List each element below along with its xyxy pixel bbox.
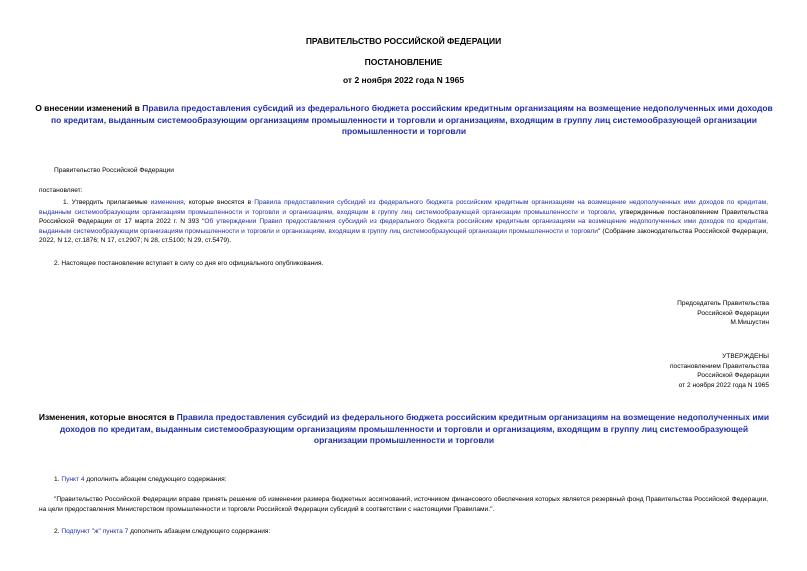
changes-title	[34, 412, 774, 447]
rules-link[interactable]: Правила предоставления субсидий из федерального бюджета российским кредитным организациям на возмещение недополученных ими доходов по кредитам, выданным системообразующим организациям промышленности и торговли и организациям, входящим в группу лиц системообразующей организации промышленности и торговли	[39, 199, 768, 216]
preamble-government: Правительство Российской Федерации	[54, 167, 174, 174]
approval-block	[670, 352, 769, 391]
government-header: ПРАВИТЕЛЬСТВО РОССИЙСКОЙ ФЕДЕРАЦИИ	[305, 36, 502, 46]
title-rules-link[interactable]: Правила предоставления субсидий из федерального бюджета российским кредитным организациям на возмещение недополученных ими доходов по кредитам, выданным системообразующим организациям промышленности и торговли и организациям, входящим в группу лиц системообразующей организации промышленности и торговли	[51, 103, 773, 136]
para1-text-1: 1. Утвердить прилагаемые	[63, 199, 151, 206]
item-2	[54, 527, 270, 537]
paragraph-2: 2. Настоящее постановление вступает в силу со дня его официального опубликования.	[54, 260, 324, 267]
changes-title-rules-link[interactable]: Правила предоставления субсидий из федерального бюджета российским кредитным организациям на возмещение недополученных ими доходов по кредитам, выданным системообразующим организациям промышленности и торговли и организациям, входящим в группу лиц системообразующей организации промышленности и торговли	[59, 412, 770, 445]
doc-type: ПОСТАНОВЛЕНИЕ	[364, 57, 443, 67]
signature-name: М.Мишустин	[730, 319, 769, 327]
approval-line-4: от 2 ноября 2022 года N 1965	[678, 382, 769, 390]
para1-text-3: , утвержденные постановлением Правительства Российской Федерации от 17 марта 2022 г. N 393 "	[39, 208, 769, 226]
approval-line-1: УТВЕРЖДЕНЫ	[722, 353, 769, 360]
signature-org: Российской Федерации	[697, 309, 769, 317]
item1-text: дополнить абзацем следующего содержания:	[84, 476, 227, 483]
item-1	[54, 475, 227, 485]
title-prefix: О внесении изменений в	[35, 103, 143, 113]
item2-number: 2.	[54, 528, 62, 535]
preamble-decrees: постановляет:	[39, 187, 83, 194]
item2-text: дополнить абзацем следующего содержания:	[128, 528, 271, 535]
item1-point-link[interactable]: Пункт 4	[61, 476, 85, 483]
doc-date-number: от 2 ноября 2022 года N 1965	[342, 75, 465, 85]
approval-line-3: Российской Федерации	[697, 372, 769, 380]
item1-quote: "Правительство Российской Федерации вправе принять решение об изменении размера бюджетных ассигнований, источником финансового обеспечения которых является резервный фонд Правительства Российской Федерации, на цели предоставления Министерством промышленности и торговли Российской Федерации субсидий в соответствии с настоящими Правилами.".	[39, 496, 768, 513]
signature-position: Председатель Правительства	[677, 300, 769, 307]
signature-block	[677, 299, 769, 328]
para1-text-4: " (Собрание законодательства Российской Федерации, 2022, N 12, ст.1876; N 17, ст.2907; N 28, ст.5100; N 29, ст.5479).	[39, 227, 769, 245]
document-title	[34, 103, 774, 138]
resolution-393-link[interactable]: Об утверждении Правил предоставления субсидий из федерального бюджета российским кредитным организациям на возмещение недополученных ими доходов по кредитам, выданным системообразующим организациям промышленности и торговли и организациям, входящим в группу лиц системообразующей организации промышленности и торговли	[39, 218, 768, 235]
changes-title-prefix: Изменения, которые вносятся в	[38, 412, 177, 422]
changes-link[interactable]: изменения	[150, 199, 184, 206]
item1-number: 1.	[54, 476, 62, 483]
paragraph-1	[39, 198, 768, 246]
item2-subpoint-link[interactable]: Подпункт "ж" пункта 7	[61, 528, 129, 535]
para1-text-2: , которые вносятся в	[183, 199, 255, 206]
approval-line-2: постановлением Правительства	[669, 362, 769, 370]
